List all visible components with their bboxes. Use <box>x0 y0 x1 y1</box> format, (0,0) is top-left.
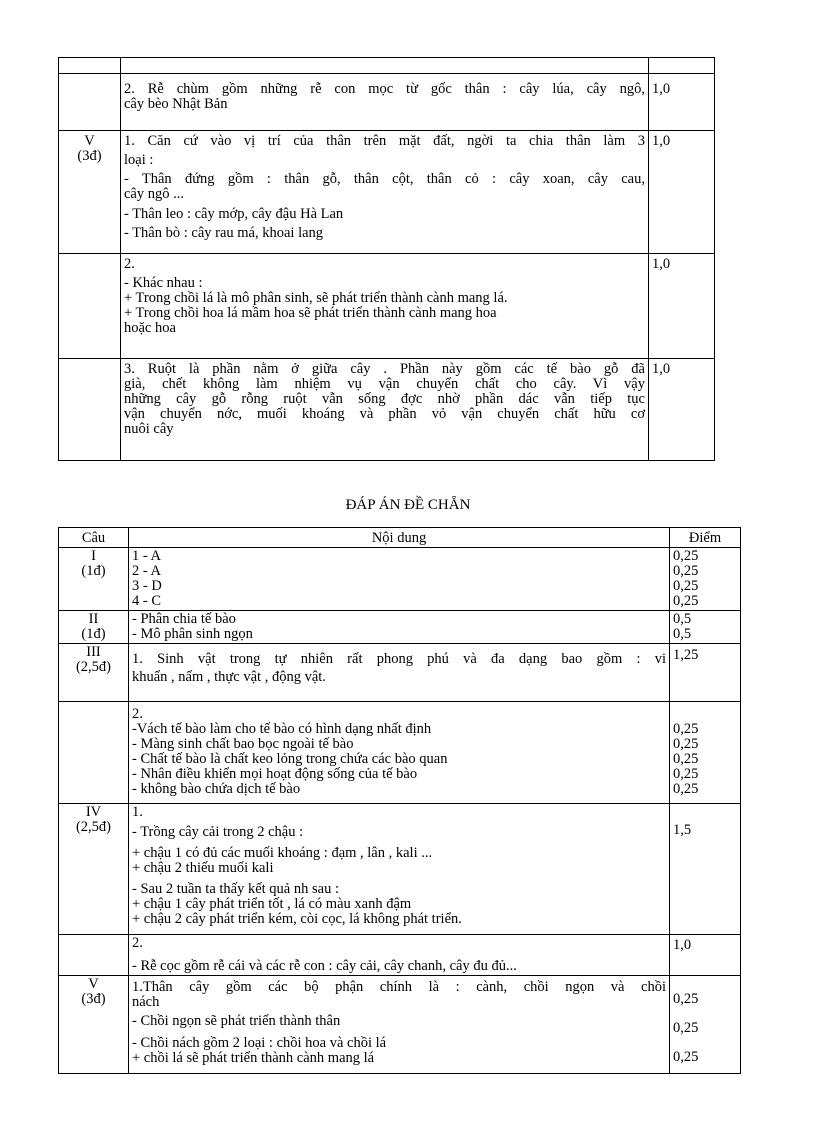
score-value: 1,0 <box>652 133 671 149</box>
content-line: 2. <box>132 706 143 722</box>
question-number: IV <box>85 804 102 820</box>
question-points: (1đ) <box>81 563 106 579</box>
table-row <box>59 804 741 935</box>
score-value: 0,25 <box>673 1020 699 1036</box>
score-value: 0,25 <box>673 578 699 594</box>
content-line: - Thân leo : cây mớp, cây đậu Hà Lan <box>124 206 344 222</box>
header-score: Điểm <box>670 528 741 548</box>
answer-table-even <box>58 527 741 1074</box>
score-cell <box>670 611 741 644</box>
content-line: + chậu 2 cây phát triển kém, còi cọc, lá không phát triển. <box>132 911 462 927</box>
question-number: III <box>86 644 101 660</box>
score-cell <box>649 58 715 74</box>
content-line: nách <box>132 994 160 1010</box>
header-content: Nội dung <box>129 528 670 548</box>
content-line: - Phân chia tế bào <box>132 611 236 627</box>
content-line: - không bào chứa dịch tế bào <box>132 781 301 797</box>
score-value: 0,5 <box>673 611 692 627</box>
section-title: ĐÁP ÁN ĐỀ CHẴN <box>345 497 471 513</box>
score-value: 1,0 <box>652 256 671 272</box>
score-value: 0,25 <box>673 751 699 767</box>
content-line: 2. <box>124 256 135 272</box>
score-value: 0,25 <box>673 766 699 782</box>
content-line: 1. <box>132 804 143 820</box>
content-line: vận chuyển nớc, muối khoáng và phần vỏ vận chuyển chất hữu cơ <box>124 406 645 422</box>
question-points: (1đ) <box>81 626 106 642</box>
content-line: những cây gỗ rỗng ruột vẫn sống đợc nhờ phần dác vẫn tiếp tục <box>124 391 645 407</box>
question-number: V <box>88 976 99 992</box>
question-number: I <box>91 548 96 564</box>
content-line: 2. <box>132 935 143 951</box>
content-line: hoặc hoa <box>124 320 176 336</box>
table-row <box>59 548 741 611</box>
content-line: + chồi lá sẽ phát triển thành cành mang lá <box>132 1050 375 1066</box>
content-cell <box>129 935 670 976</box>
score-value: 1,0 <box>652 361 671 377</box>
content-line: + chậu 1 có đủ các muối khoáng : đạm , lân , kali ... <box>132 845 433 861</box>
table-row <box>59 702 741 804</box>
content-line: 3. Ruột là phần nằm ở giữa cây . Phần này gồm các tế bào gỗ đã <box>124 361 645 377</box>
score-value: 0,25 <box>673 721 699 737</box>
content-cell <box>129 804 670 935</box>
score-cell <box>649 359 715 461</box>
content-line: - Khác nhau : <box>124 275 203 291</box>
content-line: + chậu 2 thiếu muối kali <box>132 860 274 876</box>
score-cell <box>649 131 715 254</box>
question-points: (3đ) <box>77 148 102 164</box>
score-cell <box>649 74 715 131</box>
score-value: 0,25 <box>673 1049 699 1065</box>
table-row <box>59 976 741 1074</box>
content-line: - Thân bò : cây rau má, khoai lang <box>124 225 324 241</box>
content-line: 1.Thân cây gồm các bộ phận chính là : cành, chồi ngọn và chồi <box>132 979 666 995</box>
question-points: (2,5đ) <box>75 819 112 835</box>
score-value: 1,25 <box>673 647 699 663</box>
question-cell <box>59 804 129 935</box>
question-points: (2,5đ) <box>75 659 112 675</box>
content-line: 1. Căn cứ vào vị trí của thân trên mặt đất, ngời ta chia thân làm 3 <box>124 133 645 149</box>
table-header-row <box>59 528 741 548</box>
score-value: 1,5 <box>673 822 692 838</box>
content-cell <box>129 548 670 611</box>
content-line: - Trồng cây cải trong 2 chậu : <box>132 824 304 840</box>
score-cell <box>670 644 741 702</box>
content-line: 1 - A <box>132 548 161 564</box>
score-cell <box>670 976 741 1074</box>
question-cell <box>59 702 129 804</box>
content-line: + Trong chồi hoa lá mầm hoa sẽ phát triển thành cành mang hoa <box>124 305 497 321</box>
question-cell <box>59 548 129 611</box>
content-line: 1. Sinh vật trong tự nhiên rất phong phú và đa dạng bao gồm : vi <box>132 651 666 667</box>
table-row <box>59 131 715 254</box>
score-value: 0,25 <box>673 548 699 564</box>
question-cell <box>59 58 121 74</box>
content-cell <box>129 611 670 644</box>
table-row <box>59 58 715 74</box>
content-line: cây bèo Nhật Bản <box>124 96 228 112</box>
content-line: cây ngô ... <box>124 186 184 202</box>
content-line: - Sau 2 tuần ta thấy kết quả nh sau : <box>132 881 339 897</box>
content-line: 2 - A <box>132 563 161 579</box>
content-line: - Chồi ngọn sẽ phát triển thành thân <box>132 1013 341 1029</box>
question-cell <box>59 976 129 1074</box>
content-cell <box>129 702 670 804</box>
content-line: loại : <box>124 152 154 168</box>
content-line: - Chồi nách gồm 2 loại : chồi hoa và chồi lá <box>132 1035 387 1051</box>
score-value: 0,25 <box>673 781 699 797</box>
score-value: 0,25 <box>673 593 699 609</box>
table-row <box>59 611 741 644</box>
content-cell <box>121 131 649 254</box>
score-value: 1,0 <box>673 937 692 953</box>
question-cell <box>59 74 121 131</box>
content-line: nuôi cây <box>124 421 174 437</box>
table-row <box>59 359 715 461</box>
content-line: 2. Rễ chùm gồm những rễ con mọc từ gốc thân : cây lúa, cây ngô, <box>124 81 645 97</box>
content-cell <box>121 58 649 74</box>
score-value: 1,0 <box>652 81 671 97</box>
content-cell <box>121 359 649 461</box>
content-line: khuẩn , nấm , thực vật , động vật. <box>132 669 326 685</box>
score-cell <box>670 702 741 804</box>
question-cell <box>59 359 121 461</box>
content-line: 4 - C <box>132 593 161 609</box>
score-cell <box>670 548 741 611</box>
score-value: 0,25 <box>673 563 699 579</box>
content-cell <box>129 644 670 702</box>
content-line: 3 - D <box>132 578 162 594</box>
content-line: -Vách tế bào làm cho tế bào có hình dạng nhất định <box>132 721 432 737</box>
question-number: V <box>84 133 95 149</box>
content-line: + Trong chồi lá là mô phân sinh, sẽ phát triển thành cành mang lá. <box>124 290 508 306</box>
content-cell <box>129 976 670 1074</box>
question-cell <box>59 254 121 359</box>
table-row <box>59 254 715 359</box>
question-cell <box>59 935 129 976</box>
question-points: (3đ) <box>81 991 106 1007</box>
score-cell <box>670 804 741 935</box>
content-line: - Chất tế bào là chất keo lỏng trong chứa các bào quan <box>132 751 448 767</box>
content-line: - Thân đứng gồm : thân gỗ, thân cột, thân cỏ : cây xoan, cây cau, <box>124 171 645 187</box>
question-cell <box>59 131 121 254</box>
content-cell <box>121 254 649 359</box>
content-line: - Mô phân sinh ngọn <box>132 626 253 642</box>
question-number: II <box>88 611 99 627</box>
table-row <box>59 74 715 131</box>
table-row <box>59 644 741 702</box>
score-value: 0,25 <box>673 736 699 752</box>
score-value: 0,25 <box>673 991 699 1007</box>
score-cell <box>670 935 741 976</box>
question-cell <box>59 611 129 644</box>
content-line: già, chết không làm nhiệm vụ vận chuyển chất cho cây. Vì vậy <box>124 376 645 392</box>
table-row <box>59 935 741 976</box>
content-line: - Nhân điều khiển mọi hoạt động sống của tế bào <box>132 766 418 782</box>
content-line: + chậu 1 cây phát triển tốt , lá có màu xanh đậm <box>132 896 412 912</box>
answer-table-odd-continued <box>58 57 715 461</box>
score-cell <box>649 254 715 359</box>
content-line: - Màng sinh chất bao bọc ngoài tế bào <box>132 736 354 752</box>
score-value: 0,5 <box>673 626 692 642</box>
question-cell <box>59 644 129 702</box>
content-cell <box>121 74 649 131</box>
content-line: - Rễ cọc gồm rễ cái và các rễ con : cây cải, cây chanh, cây đu đủ... <box>132 958 517 974</box>
header-question: Câu <box>59 528 129 548</box>
